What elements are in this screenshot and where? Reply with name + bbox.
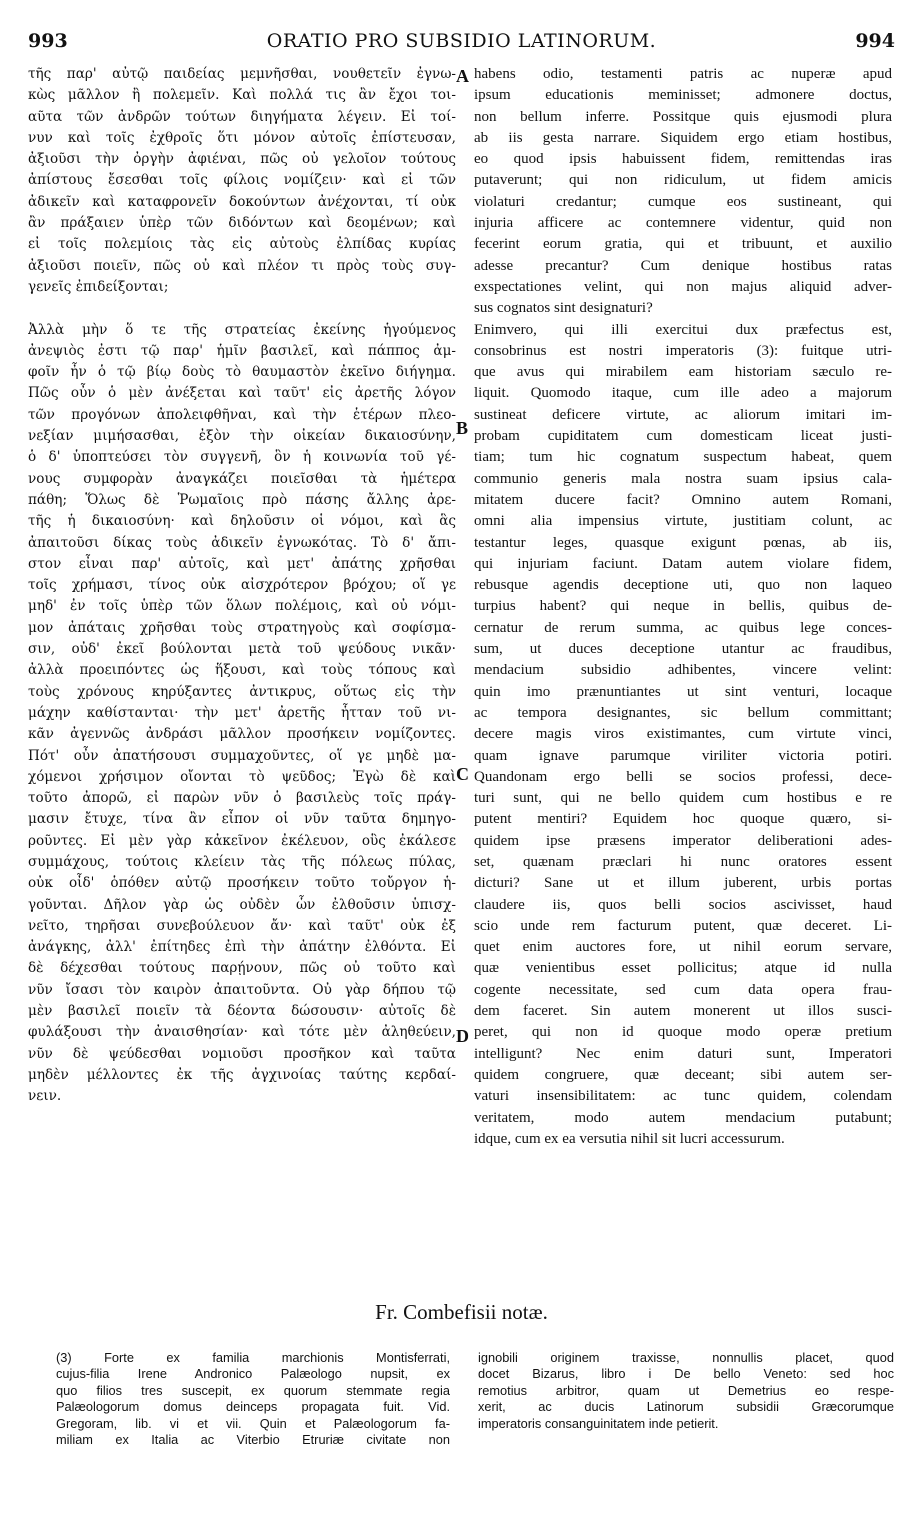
greek-text-line: ἀξιοῦσι τὴν ὀργὴν ἀφιέναι, πῶς οὐ γελοῖον τούτους <box>28 151 456 168</box>
greek-text-line: μάχην καθίστανται· τὴν μετ' ἀρετῆς ἧτταν τοῦ νι- <box>28 704 456 721</box>
greek-text-line: ἀνεψιὸς ἐστι τῷ παρ' ἡμῖν βασιλεῖ, καὶ πάππος ἀμ- <box>28 342 456 359</box>
notes-left-column <box>56 1350 450 1448</box>
greek-text-line: στον εἶναι παρ' αὐτοῖς, καὶ μετ' ἀπάτης χρῆσθαι <box>28 555 456 572</box>
latin-text-line: ab iis gesta narrare. Siquidem ergo etiam hostibus, <box>474 129 892 146</box>
greek-text-line: δὲ δέχεσθαι τούτους παρῄνουν, πῶς οὐ τοῦτο καὶ <box>28 960 456 977</box>
greek-text-line: νυν καὶ τοῖς ἐχθροῖς ὅτι μόνον αὐτοῖς ἐπίστευσαν, <box>28 129 456 146</box>
latin-text-line: decere magis viros existimantes, cum virtute vinci, <box>474 726 892 743</box>
greek-text-line: φοῖν ἦν ὁ τῷ βίῳ δοὺς τὸ θαυμαστὸν ἐκεῖνο διήγημα. <box>28 364 456 381</box>
greek-text-line: Ἀλλὰ μὴν ὅ τε τῆς στρατείας ἐκείνης ἡγούμενος <box>28 321 456 338</box>
latin-text-line: quam ignave parumque viriliter victoria potiri. <box>474 747 892 764</box>
greek-text-line: νεῖτο, τηρῆσαι συνεβούλευον ἄν· καὶ ταῦτ' οὐκ ἐξ <box>28 917 456 934</box>
greek-text-line: οὐκ οἶδ' ὁπόθεν αὐτῷ προσήκειν τοῦτο τοὔργον ἡ- <box>28 875 456 892</box>
note-text-line: Gregoram, lib. vi et vii. Quin et Palæologorum fa- <box>56 1415 450 1431</box>
latin-text-line: intelligunt? Nec enim daturi sunt, Imperatori <box>474 1045 892 1062</box>
greek-text-line: τοὺς χρόνους κηρύξαντες ἀντικρυς, οὕτως εἰς τὴν <box>28 683 456 700</box>
latin-text-line: ipsum educationis meminisset; admonere doctus, <box>474 87 892 104</box>
page-number-right: 994 <box>855 30 895 52</box>
greek-text-line: εἰ τοῖς πολεμίοις τὰς εἰς αὐτοὺς ἐλπίδας κυρίας <box>28 236 456 253</box>
latin-text-line: dicturi? Sane ut et illum juberent, urbis portas <box>474 875 892 892</box>
latin-text-line: turi sunt, qui ne bello quidem cum hostibus e re <box>474 790 892 807</box>
greek-text-line: μον ἀπάταις χρῆσθαι τοὺς στρατηγοὺς καὶ σοφίσμα- <box>28 619 456 636</box>
page-title: ORATIO PRO SUBSIDIO LATINORUM. <box>266 30 657 52</box>
latin-text-line: probam cupiditatem cum domesticam liceat justi- <box>474 428 892 445</box>
greek-text-line: ἀλλὰ προειπόντες ὡς ἥξουσι, καὶ τοὺς τόπους καὶ <box>28 662 456 679</box>
latin-text-line: liquit. Quomodo itaque, cum ille adeo a majorum <box>474 385 892 402</box>
latin-text-line: injuria afficere ac contemnere videntur, quid non <box>474 215 892 232</box>
greek-text-line: ἀπίστους ἔσεσθαι τοῖς φίλοις νομίζειν· καὶ εἰ τῶν <box>28 172 456 189</box>
greek-text-line: συμμάχους, τούτοις κλείειν τὰς τῆς πόλεως πύλας, <box>28 853 456 870</box>
latin-text-line: fecerint eorum gratia, qui et tribuunt, et auxilio <box>474 236 892 253</box>
greek-text-line: μὲν βασιλεῖ ποιεῖν τὰ δέοντα δώσουσιν· αὐτοῖς δὲ <box>28 1003 456 1020</box>
latin-text-line: ac tempora designantes, sic bellum committant; <box>474 704 892 721</box>
latin-text-line: quidem ipse præsens imperator deliberationi ades- <box>474 832 892 849</box>
latin-text-line: non bellum inferre. Possitque quis ejusmodi plura <box>474 108 892 125</box>
greek-text-line: τῶν προγόνων ἀπολειφθῆναι, καὶ τὴν ἑτέρων πλεο- <box>28 406 456 423</box>
latin-text-line: habens odio, testamenti patris ac nuperæ apud <box>474 66 892 82</box>
latin-text-line: exspectationes velint, qui non majus aliquid adver- <box>474 278 892 295</box>
latin-text-line: veritatem, modo autem mendacium putabunt; <box>474 1109 892 1126</box>
greek-text-line: ὁ δ' ὑποπτεύσει τὸν συγγενῆ, ὃν ἡ κοινωνία τοῦ γέ- <box>28 449 456 466</box>
latin-text-line: consobrinus est nostri imperatoris (3): fuitque utri- <box>474 342 892 359</box>
latin-text-line: peret, qui non id quoque modo operæ pretium <box>474 1024 892 1041</box>
greek-text-line: ἂν πράξαιεν ὑπὲρ τῶν διδόντων καὶ δεομένων; καὶ <box>28 215 456 232</box>
latin-text-line: scio unde rem facturum putent, quæ deceret. Li- <box>474 917 892 934</box>
greek-text-line: σιν, οὐδ' ἐκεῖ βούλονται μετὰ τοῦ ψεύδους νικᾶν· <box>28 641 456 658</box>
notes-right-column <box>478 1350 894 1432</box>
latin-text-line: rebusque agendis deceptione uti, quo non laqueo <box>474 577 892 594</box>
note-text-line: docet Bizarus, libro i De bello Veneto: sed hoc <box>478 1366 894 1382</box>
latin-text-line: Enimvero, qui illi exercitui dux præfectus est, <box>474 321 892 338</box>
note-text-line: Palæologorum domus deinceps propagata fuit. Vid. <box>56 1399 450 1415</box>
greek-text-line: γοῦνται. Δῆλον γὰρ ὡς οὐδὲν ὧν ἐλθοῦσιν ὑπισχ- <box>28 896 456 913</box>
latin-text-line: Quandonam ergo belli se socios professi, dece- <box>474 768 892 785</box>
note-text-line: miliam ex Italia ac Viterbio Etruriæ civitate non <box>56 1431 450 1447</box>
margin-marker-a: A <box>456 66 469 86</box>
latin-text-line: set, quænam præclari hi nunc oratores essent <box>474 853 892 870</box>
latin-text-line: qui injuriam faciunt. Datam autem violare fidem, <box>474 555 892 572</box>
latin-text-line: sustineat deficere virtute, ac aliorum imitari im- <box>474 406 892 423</box>
margin-marker-b: B <box>456 418 469 438</box>
latin-text-line: quin imo prænuntiantes ut sint venturi, locaque <box>474 683 892 700</box>
latin-text-line: idque, cum ex ea versutia nihil sit lucri accessurum. <box>474 1130 785 1147</box>
latin-text-line: eo quod ipsis habuissent fidem, remittendas iras <box>474 151 892 168</box>
note-text-line: xerit, ac ducis Latinorum subsidii Græcorumque <box>478 1399 894 1415</box>
latin-text-line: violaturi credantur; cumque eos sustineant, qui <box>474 193 892 210</box>
latin-text-line: sus cognatos sint designaturi? <box>474 300 653 317</box>
latin-text-line: vaturi insensibilitatem: ac tunc quidem, colendam <box>474 1088 892 1105</box>
latin-text-line: mendacium subsidio adhibentes, vincere velint: <box>474 662 892 679</box>
greek-column <box>28 64 456 1108</box>
greek-text-line: ἀνάγκης, ἀλλ' ἐπίτηδες ἐπὶ τὴν ἀπάτην ἐλθόντα. Εἰ <box>28 939 456 956</box>
margin-marker-d: D <box>456 1026 469 1046</box>
greek-text-line: μηδὲν μέλλοντες ἐκ τῆς ἀγχινοίας ταύτης κερδαί- <box>28 1066 456 1083</box>
latin-text-line: sum, ut duces deceptione utantur ac fraudibus, <box>474 641 892 658</box>
greek-text-line: τοῦτο ἀπορῶ, εἰ παρὼν νῦν ὁ βασιλεὺς τοῖς πράγ- <box>28 790 456 807</box>
greek-text-line: νειν. <box>28 1088 62 1105</box>
latin-text-line: mitatem ducere facit? Omnino autem Romani, <box>474 491 892 508</box>
greek-text-line: ἀπαιτοῦσι δίκας τοὺς ἀδικεῖν ἐγνωκότας. Τὸ δ' ἄπι- <box>28 534 456 551</box>
greek-text-line: αῦτα τῶν ἀνδρῶν τούτων διηγήματα λέγειν. Εἰ τοί- <box>28 108 456 125</box>
greek-text-line: πάθη; Ὅλως δὲ Ῥωμαῖοις πρὸ πάσης ἄλλης ἀρε- <box>28 491 456 508</box>
greek-text-line: γενεῖς ἐπιδείξονται; <box>28 278 169 295</box>
latin-text-line: quidem congruere, quæ deceant; sibi autem ser- <box>474 1066 892 1083</box>
greek-text-line: νεξίαν μιμήσασθαι, ἐξὸν τὴν οἰκείαν δικαιοσύνην, <box>28 428 456 445</box>
latin-text-line: quæ venientibus esset pollicitus; atque id nulla <box>474 960 892 977</box>
latin-text-line: turpius habent? qui neque in bellis, quibus de- <box>474 598 892 615</box>
greek-text-line: νῦν δὲ ψεύδεσθαι νομιοῦσι προσῆκον καὶ ταῦτα <box>28 1045 456 1062</box>
latin-text-line: que avus qui mirabilem eam historiam sæculo re- <box>474 364 892 381</box>
greek-text-line: μηδ' ἐν τοῖς ὑπὲρ τῶν ὅλων πολέμοις, καὶ οὐ νόμι- <box>28 598 456 615</box>
latin-text-line: dem faceret. Sin autem monerent ut illos susci- <box>474 1003 892 1020</box>
greek-text-line: χόμενοι χρήσιμον οἴονται τὸ ψεῦδος; Ἐγὼ δὲ καὶ <box>28 768 456 785</box>
note-text-line: (3) Forte ex familia marchionis Montisferrati, <box>56 1350 450 1365</box>
running-head <box>28 30 895 54</box>
latin-text-line: cogente necessitate, sed cum data opera frau- <box>474 981 892 998</box>
latin-text-line: communio generis mala nostra suam ipsius cala- <box>474 470 892 487</box>
latin-text-line: quet enim auctores fore, ut nihil eorum servare, <box>474 939 892 956</box>
note-text-line: ignobili originem traxisse, nonnullis placet, quod <box>478 1350 894 1365</box>
page-number-left: 993 <box>28 30 68 52</box>
latin-column <box>474 64 892 1150</box>
greek-text-line: ἀξιοῦσι ποιεῖν, πῶς οὐ καὶ πλέον τι πρὸς τοὺς συγ- <box>28 257 456 274</box>
greek-text-line: τοῖς χρήμασι, τίνος οὐκ αἰσχρότερον βρόχου; οἵ γε <box>28 577 456 594</box>
note-text-line: imperatoris consanguinitatem inde petierit. <box>478 1415 719 1431</box>
note-text-line: cujus-filia Irene Andronico Palæologo nupsit, ex <box>56 1366 450 1382</box>
paragraph-gap <box>28 298 456 319</box>
greek-text-line: ροῦντες. Εἰ μὲν γὰρ κἀκεῖνον ἐκέλευον, οὓς ἐκάλεσε <box>28 832 456 849</box>
margin-marker-c: C <box>456 764 469 784</box>
greek-text-line: φυλάξουσι τὴν ἀναισθησίαν· καὶ τότε μὲν ἀληθεύειν, <box>28 1024 456 1041</box>
greek-text-line: κᾶν ἀγεννῶς ἀνδράσι μᾶλλον προσήκειν νομίζοντες. <box>28 726 456 743</box>
greek-text-line: Πῶς οὖν ὁ μὲν ἀνέξεται καὶ ταῦτ' εἰς ἀρετῆς λόγον <box>28 385 456 402</box>
latin-text-line: putaverunt; qui non ridiculum, ut fidem amicis <box>474 172 892 189</box>
latin-text-line: putent mentiri? Equidem hoc quoque quæro, si- <box>474 811 892 828</box>
note-text-line: quo filios tres suscepit, ex quorum stemmate regia <box>56 1382 450 1398</box>
latin-text-line: tiam; tum hic cognatum suspectum habeat, quem <box>474 449 892 466</box>
greek-text-line: μασιν ἔτυχε, τίνα ἂν εἶπον οἱ νῦν ταῦτα δημηγο- <box>28 811 456 828</box>
greek-text-line: τῆς ἡ δικαιοσύνη· καὶ δηλοῦσιν οἱ νόμοι, καὶ ἃς <box>28 513 456 530</box>
latin-text-line: adesse precantur? Cum denique hostibus ratas <box>474 257 892 274</box>
greek-text-line: Πότ' οὖν ἀπατήσουσι συμμαχοῦντες, οἵ γε μηδὲ μα- <box>28 747 456 764</box>
note-text-line: remotius arbitror, quam ut Demetrius eo respe- <box>478 1382 894 1398</box>
greek-text-line: τῆς παρ' αὐτῷ παιδείας μεμνῆσθαι, νουθετεῖν ἐγνω- <box>28 66 456 82</box>
greek-text-line: ἀδικεῖν καὶ καταφρονεῖν δοκούντων ἀνέχονται, τί οὐκ <box>28 193 456 210</box>
greek-text-line: νῦν ἴσασι τὸν καιρὸν ἀπαιτοῦντα. Οὐ γὰρ δήπου τῷ <box>28 981 456 998</box>
greek-text-line: νους συμφορὰν ἀναγκάζει ποιεῖσθαι τὰ ἡμέτερα <box>28 470 456 487</box>
latin-text-line: testantur leges, quasque exigunt pœnas, ab iis, <box>474 534 892 551</box>
greek-text-line: κὼς μᾶλλον ἢ πολεμεῖν. Καὶ πολλά τις ἂν ἔχοι τοι- <box>28 87 456 104</box>
latin-text-line: claudere iis, quos belli socios ascivisset, haud <box>474 896 892 913</box>
latin-text-line: cernatur de rerum summa, ac quibus lege conces- <box>474 619 892 636</box>
latin-text-line: omni alia impensius virtute, justitiam colunt, ac <box>474 513 892 530</box>
notes-heading: Fr. Combefisii notæ. <box>375 1300 548 1324</box>
